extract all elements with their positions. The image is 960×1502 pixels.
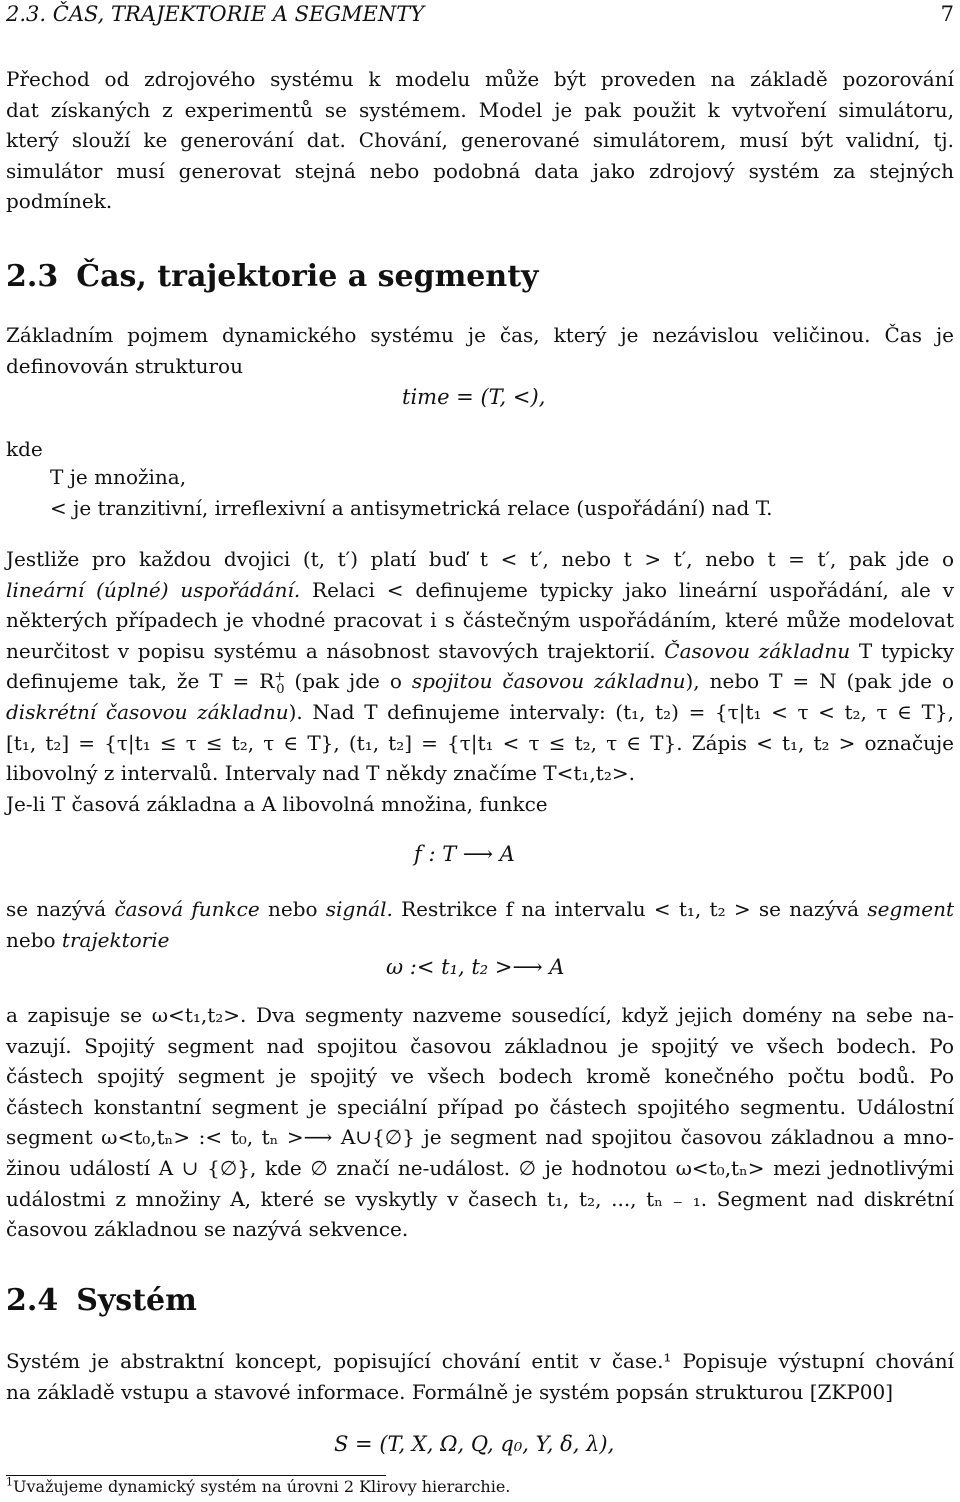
text-line: segment ω<t₀,tₙ> :< t₀, tₙ >⟶ A∪{∅} je segment nad spojitou časovou základnou a mno-	[6, 1125, 954, 1150]
text-line: událostmi z množiny A, které se vyskytly v časech t₁, t₂, ..., tₙ ₋ ₁. Segment nad diskrétní	[6, 1186, 954, 1211]
text-line: diskrétní časovou základnu). Nad T definujeme intervaly: (t₁, t₂) = {τ|t₁ < τ < t₂, τ ∈ T},	[6, 699, 955, 724]
text-line: vazují. Spojitý segment nad spojitou časovou základnou je spojitý ve všech bodech. Po	[6, 1033, 954, 1058]
footnote	[6, 1477, 510, 1496]
footnote-rule	[6, 1475, 386, 1476]
text-line: částech spojitý segment je spojitý ve všech bodech kromě konečného počtu bodů. Po	[6, 1064, 954, 1089]
equation-time: time = (T, <),	[402, 385, 546, 409]
text-line: se nazývá časová funkce nebo signál. Restrikce f na intervalu < t₁, t₂ > se nazývá segment	[6, 897, 954, 921]
text-line: [t₁, t₂] = {τ|t₁ ≤ τ ≤ t₂, τ ∈ T}, (t₁, t₂] = {τ|t₁ < τ ≤ t₂, τ ∈ T}. Zápis < t₁, t₂ > označuje	[6, 730, 954, 755]
footnote-text: Uvažujeme dynamický systém na úrovni 2 Klirovy hierarchie.	[13, 1477, 511, 1496]
section-number: 2.4	[6, 1283, 59, 1318]
section-title: Systém	[76, 1283, 197, 1318]
text-line: definovován strukturou	[6, 353, 243, 378]
text-line: podmínek.	[6, 189, 113, 214]
text-line: Základním pojmem dynamického systému je čas, který je nezávislou veličinou. Čas je	[6, 323, 954, 347]
text-line: neurčitost v popisu systému a násobnost stavových trajektorií. Časovou základnu T typicky	[6, 638, 955, 663]
ordering-paragraph	[6, 544, 954, 819]
text-line: nebo trajektorie	[6, 927, 170, 952]
text-line: definujeme tak, že $T = R^+_0$ (pak jde o spojitou časovou základnu), nebo T = N (pak jde o	[6, 669, 954, 698]
text-line: lineární (úplné) uspořádání. Relaci < definujeme typicky jako lineární uspořádání, ale v	[6, 577, 954, 602]
text-line: časovou základnou se nazývá sekvence.	[6, 1217, 409, 1242]
text-line: Systém je abstraktní koncept, popisující chování entit v čase.¹ Popisuje výstupní chování	[6, 1349, 954, 1373]
text-line: částech konstantní segment je speciální případ po částech spojitého segmentu. Událostní	[6, 1094, 954, 1119]
section-title: Čas, trajektorie a segmenty	[76, 259, 539, 294]
definition-list	[50, 462, 950, 523]
equation-system: S = (T, X, Ω, Q, q₀, Y, δ, λ),	[334, 1432, 615, 1456]
section-heading-2-4	[6, 1283, 197, 1318]
segment-types-paragraph	[6, 1000, 954, 1245]
footnote-mark: 1	[6, 1475, 13, 1489]
time-definition-paragraph	[6, 320, 954, 381]
text-line: některých případech je vhodné pracovat i s částečným uspořádáním, které může modelovat	[6, 608, 954, 633]
text-line: žinou událostí A ∪ {∅}, kde ∅ značí ne-událost. ∅ je hodnotou ω<t₀,tₙ> mezi jednotlivými	[6, 1155, 954, 1180]
definition-T: T je množina,	[50, 465, 187, 489]
text-line: Jestliže pro každou dvojici (t, t′) platí buď t < t′, nebo t > t′, nebo t = t′, pak jde o	[6, 547, 954, 571]
page-number: 7	[940, 2, 954, 26]
text-line: dat získaných z experimentů se systémem. Model je pak použit k vytvoření simulátoru,	[6, 97, 954, 122]
text-line: simulátor musí generovat stejná nebo podobná data jako zdrojový systém za stejných	[6, 158, 954, 183]
text-line: libovolný z intervalů. Intervaly nad T někdy značíme T<t₁,t₂>.	[6, 761, 635, 786]
segment-paragraph	[6, 894, 954, 955]
section-heading-2-3	[6, 259, 539, 294]
text-line: Přechod od zdrojového systému k modelu může být proveden na základě pozorování	[6, 67, 954, 91]
kde-label: kde	[6, 437, 43, 461]
definition-order: < je tranzitivní, irreflexivní a antisymetrická relace (uspořádání) nad T.	[50, 495, 773, 520]
equation-omega: ω :< t₁, t₂ >⟶ A	[386, 955, 565, 979]
text-line: který slouží ke generování dat. Chování, generované simulátorem, musí být validní, tj.	[6, 128, 954, 153]
text-line: a zapisuje se ω<t₁,t₂>. Dva segmenty nazveme sousedící, když jejich domény na sebe na-	[6, 1003, 954, 1027]
system-paragraph	[6, 1346, 954, 1407]
equation-function: f : T ⟶ A	[414, 842, 515, 866]
running-header	[6, 2, 954, 30]
text-line: na základě vstupu a stavové informace. Formálně je systém popsán strukturou [ZKP00]	[6, 1379, 894, 1404]
intro-paragraph	[6, 64, 954, 217]
running-title: 2.3. ČAS, TRAJEKTORIE A SEGMENTY	[6, 2, 425, 26]
text-line: Je-li T časová základna a A libovolná množina, funkce	[6, 791, 548, 816]
section-number: 2.3	[6, 259, 59, 294]
